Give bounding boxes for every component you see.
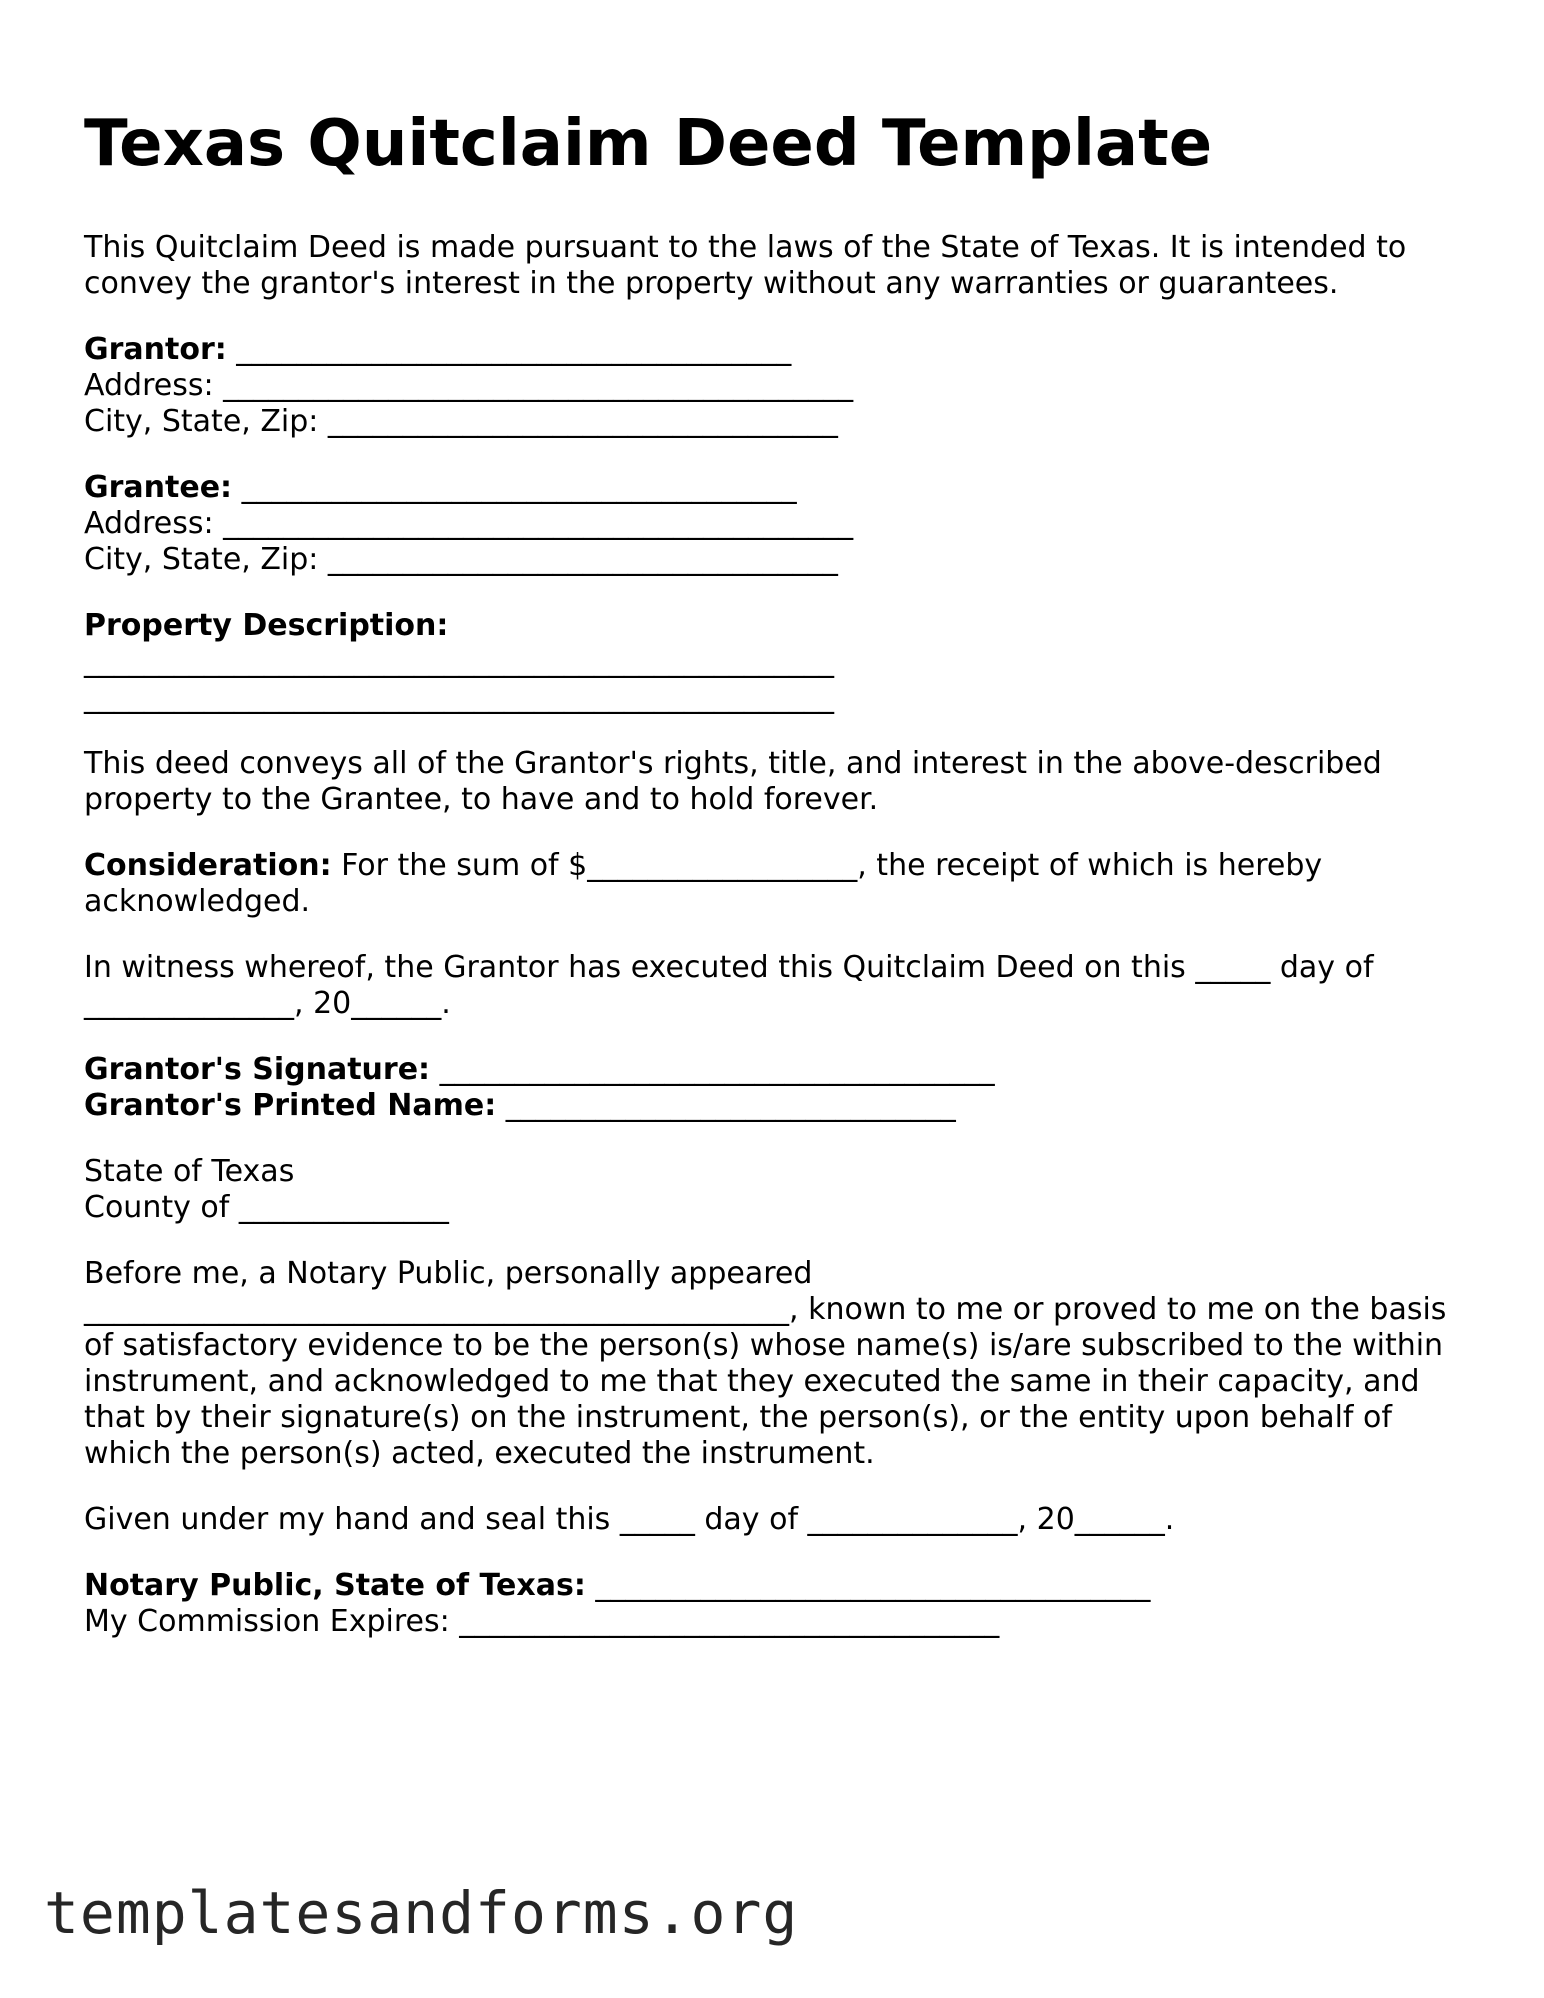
grantor-signature-line [84, 1052, 1484, 1088]
grantee-label: Grantee: [84, 470, 233, 505]
document-page [84, 104, 1484, 1670]
conveyance-paragraph: This deed conveys all of the Grantor's rights, title, and interest in the above-described property to the Grantee, to have and to hold forever. [84, 746, 1392, 817]
notary-public-label: Notary Public, State of Texas: [84, 1568, 586, 1603]
given-paragraph[interactable]: Given under my hand and seal this _____ day of ______________, 20______. [84, 1502, 1175, 1537]
grantee-line [84, 470, 1484, 506]
grantor-label: Grantor: [84, 332, 227, 367]
property-section [84, 608, 1484, 716]
witness-paragraph[interactable]: In witness whereof, the Grantor has executed this Quitclaim Deed on this _____ day of ______________, 20______. [84, 950, 1384, 1021]
venue-section [84, 1154, 1484, 1226]
grantor-line [84, 332, 1484, 368]
property-description-line-2[interactable]: __________________________________________________ [84, 680, 834, 715]
grantor-section [84, 332, 1484, 440]
notary-public-blank[interactable]: _____________________________________ [585, 1568, 1151, 1603]
grantee-section [84, 470, 1484, 578]
property-description-label: Property Description: [84, 608, 449, 643]
consideration-label: Consideration: [84, 848, 332, 883]
commission-expires-field[interactable]: My Commission Expires: ____________________________________ [84, 1604, 1000, 1639]
notary-acknowledgment-text[interactable]: _______________________________________________, known to me or proved to me on the basis of satisfactory evidence to be the person(s) whose name(s) is/are subscribed to the within instrument, and acknowledged to me that they executed the same in their capacity, and that by their signature(s) on the instrument, the person(s), or the entity upon behalf of which the person(s) acted, executed the instrument. [84, 1292, 1456, 1471]
consideration-text[interactable]: For the sum of $__________________, the receipt of which is hereby acknowledged. [84, 848, 1332, 919]
county-field[interactable]: County of ______________ [84, 1190, 449, 1225]
intro-paragraph: This Quitclaim Deed is made pursuant to the laws of the State of Texas. It is intended to convey the grantor's interest in the property without any warranties or guarantees. [84, 230, 1416, 301]
notary-acknowledgment-paragraph [84, 1256, 1484, 1472]
property-description-line-1[interactable]: __________________________________________________ [84, 644, 834, 679]
grantor-name-blank[interactable]: _____________________________________ [226, 332, 792, 367]
grantee-address-field[interactable]: Address: __________________________________________ [84, 506, 854, 541]
notary-intro-line: Before me, a Notary Public, personally appeared [84, 1256, 813, 1291]
grantor-signature-label: Grantor's Signature: [84, 1052, 431, 1087]
grantor-signature-blank[interactable]: _____________________________________ [430, 1052, 995, 1087]
grantee-name-blank[interactable]: _____________________________________ [232, 470, 797, 505]
consideration-paragraph [84, 848, 1484, 920]
state-line: State of Texas [84, 1154, 295, 1189]
page-title: Texas Quitclaim Deed Template [84, 107, 1213, 181]
grantor-printed-name-label: Grantor's Printed Name: [84, 1088, 497, 1123]
grantee-city-field[interactable]: City, State, Zip: __________________________________ [84, 542, 838, 577]
grantor-address-field[interactable]: Address: __________________________________________ [84, 368, 854, 403]
notary-section [84, 1568, 1484, 1640]
watermark-logo: templatesandforms.org [44, 1879, 799, 1947]
grantor-printed-name-line [84, 1088, 1484, 1124]
notary-public-line [84, 1568, 1484, 1604]
signature-section [84, 1052, 1484, 1124]
grantor-city-field[interactable]: City, State, Zip: __________________________________ [84, 404, 838, 439]
grantor-printed-name-blank[interactable]: ______________________________ [496, 1088, 956, 1123]
